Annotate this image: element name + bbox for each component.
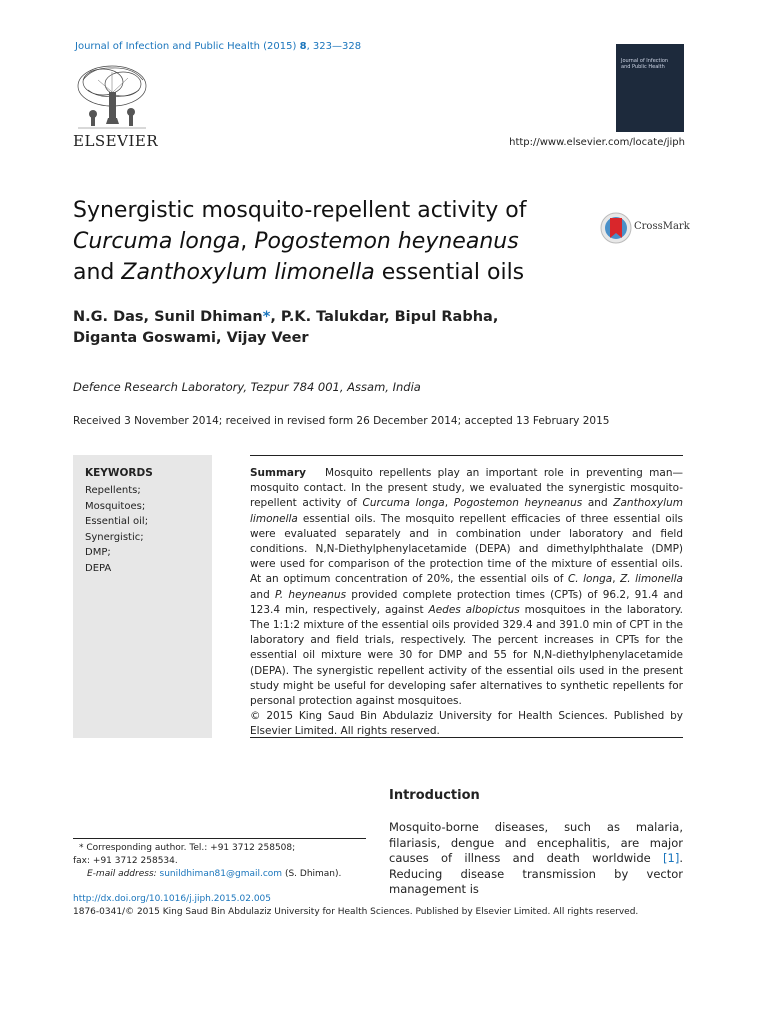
received-dates: Received 3 November 2014; received in revised form 26 December 2014; accepted 13 February 2015: [73, 415, 610, 427]
journal-reference[interactable]: [75, 41, 361, 52]
publisher-name: ELSEVIER: [73, 132, 159, 150]
introduction-text: [389, 820, 683, 898]
affiliation: Defence Research Laboratory, Tezpur 784 001, Assam, India: [73, 380, 421, 394]
footnote: [73, 842, 373, 881]
journal-name: Journal of Infection and Public Health (2015): [75, 41, 297, 52]
corresponding-author-marker[interactable]: *: [262, 309, 271, 325]
summary-text: ,: [444, 497, 454, 510]
author-list: [73, 307, 593, 349]
keywords-title: KEYWORDS: [85, 467, 153, 479]
journal-cover-title: Journal of Infection and Public Health: [621, 58, 669, 70]
email-owner: (S. Dhiman).: [282, 869, 342, 879]
corresponding-author-note: * Corresponding author. Tel.: +91 3712 258508;: [79, 843, 296, 853]
keyword-item: Essential oil;: [85, 516, 149, 527]
title-end: essential oils: [374, 260, 525, 285]
summary-species: Zanthoxylum limonella: [250, 497, 683, 525]
summary-text: Mosquito repellents play an important role in preventing man—mosquito contact. In the present study, we evaluated the synergistic mosquito-repellent activity of: [250, 467, 683, 510]
title-species-1: Curcuma longa: [73, 229, 241, 254]
keyword-item: DMP;: [85, 547, 111, 558]
footer-copyright: 1876-0341/© 2015 King Saud Bin Abdulaziz University for Health Sciences. Published by Elsevier Limited. All rights reserved.: [73, 907, 639, 917]
summary-top-rule: [250, 455, 683, 456]
summary-text: provided complete protection times (CPTs) of 96.2, 91.4 and 123.4 min, respectively, against: [250, 588, 684, 616]
keywords-list: [85, 483, 148, 576]
title-line1: Synergistic mosquito-repellent activity of: [73, 198, 527, 223]
keyword-item: Mosquitoes;: [85, 500, 146, 512]
intro-text-after-ref: . Reducing disease transmission by vector management is: [389, 851, 683, 897]
journal-website-link[interactable]: http://www.elsevier.com/locate/jiph: [509, 137, 685, 148]
introduction-heading: Introduction: [389, 788, 480, 803]
footnote-rule: [73, 838, 366, 839]
summary-species: Z. limonella: [620, 573, 683, 586]
summary-text: and: [582, 497, 614, 510]
title-species-3: Zanthoxylum limonella: [121, 260, 375, 285]
summary-bottom-rule: [250, 737, 683, 738]
summary-label: Summary: [250, 467, 307, 479]
summary-text: essential oils. The mosquito repellent efficacies of three essential oils were evaluated separately and in combination under laboratory and field conditions. N,N-Diethylphenylacetamide (DEPA) and dimethylphthalate (DMP) were used for comparison of the protection time of the mixture of essential oils. At an optimum concentration of 20%, the essential oils of: [250, 512, 683, 586]
summary-abstract: [250, 466, 683, 740]
keyword-item: Synergistic;: [85, 531, 144, 543]
title-and: and: [73, 260, 122, 285]
crossmark-badge[interactable]: [600, 212, 690, 244]
summary-text: and: [250, 588, 275, 601]
crossmark-label: CrossMark: [634, 221, 690, 232]
title-separator: ,: [240, 229, 255, 254]
article-title: [73, 195, 593, 288]
summary-copyright: © 2015 King Saud Bin Abdulaziz University for Health Sciences. Published by Elsevier Limited. All rights reserved.: [250, 710, 683, 738]
summary-species: Aedes albopictus: [428, 603, 520, 616]
summary-species: C. longa: [567, 573, 613, 586]
crossmark-icon: [600, 212, 632, 244]
journal-volume: 8: [299, 41, 307, 52]
email-line: [73, 868, 373, 881]
email-link[interactable]: sunildhiman81@gmail.com: [159, 869, 283, 879]
authors-part1: N.G. Das, Sunil Dhiman: [73, 309, 263, 325]
doi-link[interactable]: http://dx.doi.org/10.1016/j.jiph.2015.02.005: [73, 894, 271, 904]
authors-line2: Diganta Goswami, Vijay Veer: [73, 330, 309, 346]
summary-species: P. heyneanus: [274, 588, 347, 601]
elsevier-tree-logo-icon: [73, 62, 151, 132]
keyword-item: DEPA: [85, 562, 112, 574]
title-species-2: Pogostemon heyneanus: [254, 229, 519, 254]
keywords-box: [73, 455, 212, 738]
intro-text-before-ref: Mosquito-borne diseases, such as malaria, filariasis, dengue and encephalitis, are major causes of illness and death worldwide: [389, 820, 683, 866]
keyword-item: Repellents;: [85, 485, 141, 496]
summary-species: Curcuma longa: [362, 497, 445, 510]
summary-text: mosquitoes in the laboratory. The 1:1:2 mixture of the essential oils provided 329.4 and 391.0 min of CPT in the laboratory and field trials, respectively. The percent increases in CPTs for the essential oil mixture were 30 for DMP and 55 for N,N-diethylphenylacetamide (DEPA). The synergistic repellent activity of the essential oils used in the present study might be useful for developing safer alternatives to synthetic repellents for personal protection against mosquitoes.: [250, 603, 683, 708]
citation-link[interactable]: [1]: [663, 851, 680, 866]
journal-cover[interactable]: [616, 44, 684, 132]
email-label: E-mail address:: [87, 869, 160, 879]
fax-note: fax: +91 3712 258534.: [73, 856, 178, 866]
summary-species: Pogostemon heyneanus: [453, 497, 583, 510]
authors-part2: , P.K. Talukdar, Bipul Rabha,: [270, 309, 499, 325]
journal-pages: , 323—328: [306, 41, 362, 52]
summary-text: ,: [612, 573, 621, 586]
